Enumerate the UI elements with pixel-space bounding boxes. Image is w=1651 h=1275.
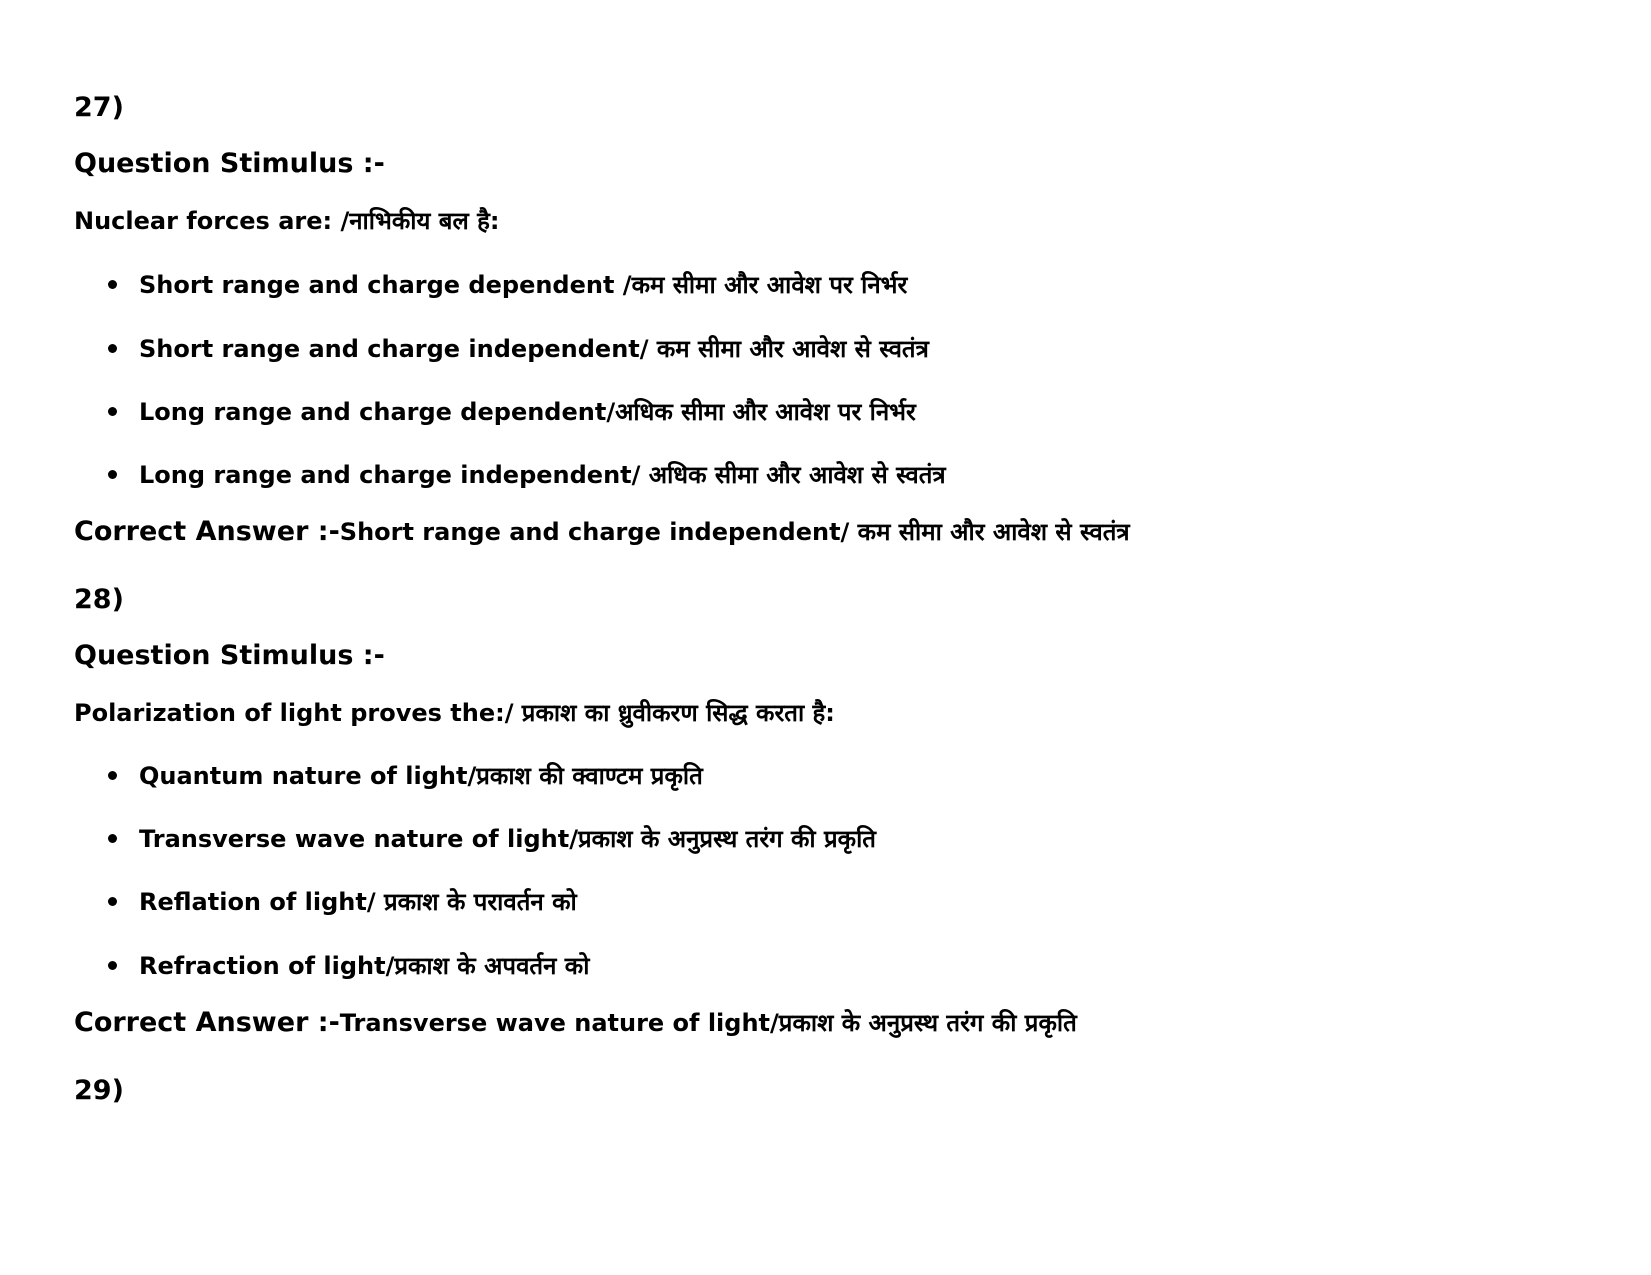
bullet-icon (108, 407, 117, 416)
bullet-icon (108, 834, 117, 843)
correct-answer-label: Correct Answer :- (74, 1007, 340, 1038)
option-text: Quantum nature of light/प्रकाश की क्वाण्टम प्रकृति (139, 762, 703, 790)
option-text: Long range and charge independent/ अधिक सीमा और आवेश से स्वतंत्र (139, 461, 946, 489)
bullet-icon (108, 470, 117, 479)
bullet-icon (108, 771, 117, 780)
option-item (108, 458, 946, 491)
question-stimulus-label: Question Stimulus :- (74, 148, 385, 179)
option-text: Refraction of light/प्रकाश के अपवर्तन को (139, 952, 590, 980)
bullet-icon (108, 280, 117, 289)
correct-answer-label: Correct Answer :- (74, 516, 340, 547)
option-text: Short range and charge independent/ कम सीमा और आवेश से स्वतंत्र (139, 335, 929, 363)
question-number: 27) (74, 92, 124, 123)
correct-answer (74, 1006, 1077, 1039)
correct-answer (74, 515, 1130, 548)
bullet-icon (108, 897, 117, 906)
bullet-icon (108, 344, 117, 353)
option-text: Short range and charge dependent /कम सीमा और आवेश पर निर्भर (139, 271, 908, 299)
option-item (108, 949, 589, 982)
question-stimulus-label: Question Stimulus :- (74, 640, 385, 671)
question-stimulus-text: Polarization of light proves the:/ प्रकाश का ध्रुवीकरण सिद्ध करता है: (74, 699, 835, 727)
option-item (108, 268, 907, 301)
option-item (108, 759, 703, 792)
option-text: Reflation of light/ प्रकाश के परावर्तन को (139, 888, 577, 916)
option-item (108, 395, 916, 428)
option-item (108, 822, 876, 855)
option-text: Transverse wave nature of light/प्रकाश के अनुप्रस्थ तरंग की प्रकृति (139, 825, 876, 853)
option-item (108, 885, 577, 918)
question-stimulus-text: Nuclear forces are: /नाभिकीय बल है: (74, 207, 500, 235)
question-number: 29) (74, 1075, 124, 1106)
option-item (108, 332, 929, 365)
question-number: 28) (74, 584, 124, 615)
correct-answer-text: Short range and charge independent/ कम सीमा और आवेश से स्वतंत्र (339, 518, 1130, 546)
bullet-icon (108, 961, 117, 970)
option-text: Long range and charge dependent/अधिक सीमा और आवेश पर निर्भर (139, 398, 916, 426)
correct-answer-text: Transverse wave nature of light/प्रकाश के अनुप्रस्थ तरंग की प्रकृति (339, 1009, 1077, 1037)
